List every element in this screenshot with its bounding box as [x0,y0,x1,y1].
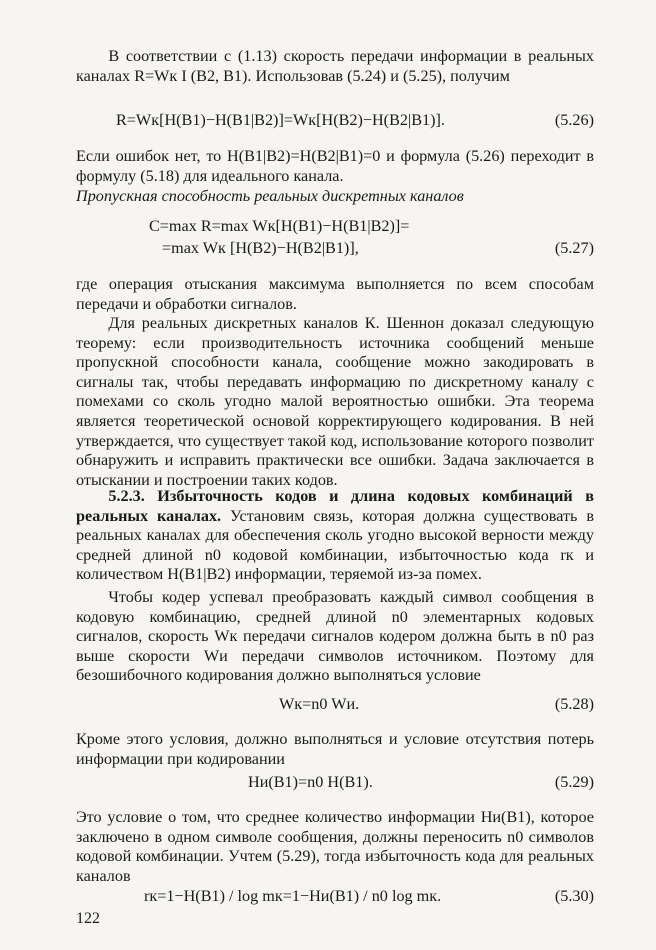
equation-5-27-line1: C=max R=max Wк[H(B1)−H(B1|B2)]= [149,217,410,235]
equation-5-29 [76,772,594,792]
page-number: 122 [76,910,100,927]
equation-5-26 [76,110,594,130]
paragraph-shannon-theorem: Для реальных дискретных каналов К. Шеннон доказал следующую теорему: если производительность источника сообщений меньше пропускной способности канала, сообщение можно закодировать в сигналы так, чтобы передавать информацию по дискретному каналу с помехами со сколь угодно малой вероятностью ошибки. Эта теорема является теоретической основой корректирующего кодирования. В ней утверждается, что существует такой код, использование которого позволит обнаружить и исправить практически все ошибки. Задача заключается в отыскании и построении таких кодов. [76,314,594,489]
paragraph-rate: В соответствии с (1.13) скорость передачи информации в реальных каналах R=Wк I (B2, B1). Использовав (5.24) и (5.25), получим [76,47,594,85]
equation-5-30-formula: rк=1−H(B1) / log mк=1−Hи(B1) / n0 log mк. [144,887,442,905]
paragraph-redundancy-link: Установим связь, которая должна существовать в реальных каналах для обеспечения сколь угодно высокой верности между средней длиной n0 кодовой комбинации, избыточностью кода rк и количеством H(B1|B2) информации, теряемой из-за помех. [76,506,594,584]
equation-5-26-number: (5.26) [554,111,594,129]
paragraph-no-loss: Кроме этого условия, должно выполняться и условие отсутствия потерь информации при кодировании [76,730,594,768]
section-title: 5.2.3. Избыточность кодов и длина кодовых комбинаций в реальных каналах. [76,487,594,525]
paragraph-no-errors: Если ошибок нет, то H(B1|B2)=H(B2|B1)=0 и формула (5.26) переходит в формулу (5.18) для идеального канала. [76,147,594,185]
equation-5-27-number: (5.27) [554,239,594,257]
equation-5-28-number: (5.28) [554,695,594,713]
equation-5-26-formula: R=Wк[H(B1)−H(B1|B2)]=Wк[H(B2)−H(B2|B1)]. [116,111,445,129]
section-5-2-3 [76,487,594,585]
equation-5-27 [76,216,594,260]
paragraph-information-amount: Это условие о том, что среднее количество информации Hи(B1), которое заключено в одном символе сообщения, должны переносить n0 символов кодовой комбинации. Учтем (5.29), тогда избыточность кода для реальных каналов [76,808,594,885]
paragraph-coder-speed: Чтобы кодер успевал преобразовать каждый символ сообщения в кодовую комбинацию, средней длиной n0 элементарных кодовых сигналов, скорость Wк передачи сигналов кодером должна быть в n0 раз выше скорости Wи передачи символов источником. Поэтому для безошибочного кодирования должно выполняться условие [76,588,594,685]
equation-5-29-number: (5.29) [554,773,594,791]
equation-5-30-number: (5.30) [554,887,594,905]
heading-capacity: Пропускная способность реальных дискретных каналов [76,187,464,205]
equation-5-29-formula: Hи(B1)=n0 H(B1). [248,773,373,791]
equation-5-30 [76,886,594,906]
equation-5-28 [76,694,594,714]
equation-5-27-line2: =max Wк [H(B2)−H(B2|B1)], [162,239,359,257]
paragraph-maximum: где операция отыскания максимума выполняется по всем способам передачи и обработки сигналов. [76,275,594,313]
equation-5-28-formula: Wк=n0 Wи. [279,695,360,713]
